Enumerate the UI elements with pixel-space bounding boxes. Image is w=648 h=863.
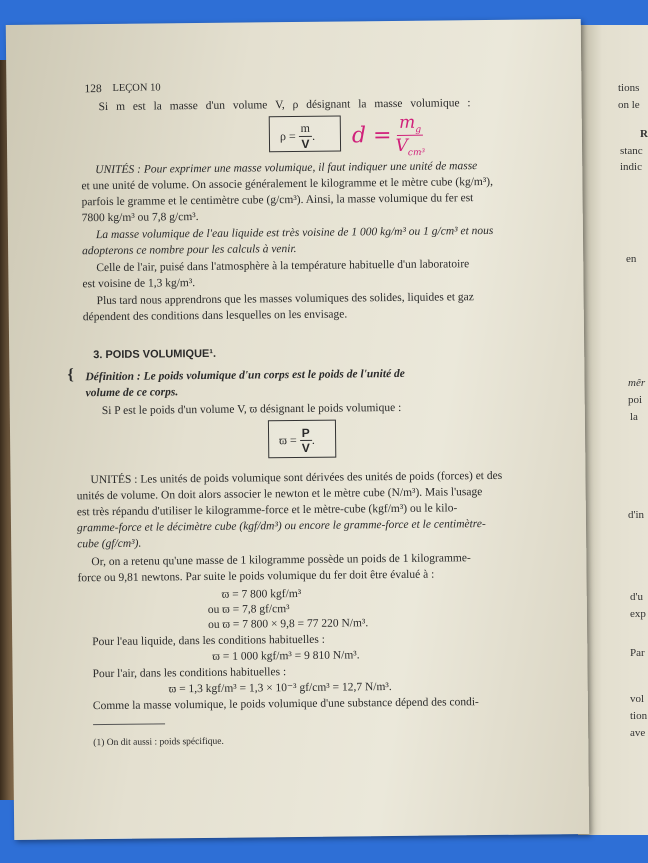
next-page-word: on le	[618, 99, 640, 111]
definition-line: Définition : Le poids volumique d'un corps est le poids de l'unité de	[85, 367, 405, 384]
next-page-word: d'u	[630, 591, 643, 603]
water-line: La masse volumique de l'eau liquide est très voisine de 1 000 kg/m³ ou 1 g/cm³ et nous	[95, 224, 494, 242]
formula-lhs: ϖ =	[279, 433, 297, 448]
handwritten-num-sub: g	[415, 125, 422, 136]
water2-line: Pour l'eau liquide, dans les conditions habituelles :	[92, 633, 325, 649]
iron-equation: ou ϖ = 7 800 × 9,8 = 77 220 N/m³.	[207, 617, 369, 631]
next-page-word: vol	[630, 693, 645, 705]
later-line: dépendent des conditions dans lesquelles on les envisage.	[82, 308, 348, 324]
handwritten-den-sub: cm³	[407, 148, 426, 159]
intro-line: Si m est la masse d'un volume V, ρ désignant la masse volumique :	[98, 97, 471, 114]
definition-line: volume de ce corps.	[85, 386, 179, 400]
units1-line: parfois le gramme et le centimètre cube (g/cm³). Ainsi, la masse volumique du fer est	[81, 192, 474, 209]
next-page-word: Par	[630, 647, 645, 659]
formula-box-density	[269, 116, 341, 153]
next-page-word: R	[640, 128, 648, 140]
next-page-word: ave	[630, 727, 646, 739]
iron-equation: ou ϖ = 7,8 gf/cm³	[207, 603, 290, 616]
units1-line: UNITÉS : Pour exprimer une masse volumique, il faut indiquer une unité de masse	[95, 160, 478, 177]
iron-equation: ϖ = 7 800 kgf/m³	[221, 587, 302, 601]
units2-line: UNITÉS : Les unités de poids volumique sont dérivées des unités de poids (forces) et des	[90, 469, 503, 487]
formula-dot: .	[311, 432, 315, 447]
next-page-word: indic	[620, 161, 642, 173]
handwritten-lhs: d =	[351, 123, 392, 149]
water-equation: ϖ = 1 000 kgf/m³ = 9 810 N/m³.	[212, 649, 360, 663]
book-page	[6, 19, 590, 840]
lesson-header: LEÇON 10	[112, 82, 161, 94]
formula-box-weight	[268, 420, 336, 459]
air2-line: Pour l'air, dans les conditions habituelles :	[92, 666, 287, 681]
page-number: 128	[84, 83, 102, 96]
units2-line: cube (gf/cm³).	[77, 537, 142, 551]
bracket-icon: {	[67, 366, 74, 384]
footnote: (1) On dit aussi : poids spécifique.	[93, 736, 224, 749]
air-line: Celle de l'air, puisé dans l'atmosphère à la température habituelle d'un laboratoire	[96, 258, 470, 275]
next-page-word: mêr	[628, 377, 646, 389]
retained-line: Or, on a retenu qu'une masse de 1 kilogramme possède un poids de 1 kilogramme-	[91, 552, 471, 569]
next-page-word: poi	[628, 394, 643, 406]
section-title: 3. POIDS VOLUMIQUE¹.	[93, 347, 217, 362]
air-equation: ϖ = 1,3 kgf/m³ = 1,3 × 10⁻³ gf/cm³ = 12,7 N/m³.	[168, 681, 392, 696]
handwritten-num: m	[398, 112, 416, 133]
units2-line: unités de volume. On doit alors associer le newton et le mètre cube (N/m³). Mais l'usage	[76, 486, 483, 503]
next-page-word: la	[630, 411, 638, 423]
handwritten-annotation	[352, 113, 425, 160]
next-page-word: stanc	[620, 145, 643, 157]
later-line: Plus tard nous apprendrons que les masses volumiques des solides, liquides et gaz	[96, 291, 474, 308]
formula-denominator: V	[301, 440, 310, 455]
next-page-word: tion	[630, 710, 648, 722]
formula-lhs: ρ =	[279, 128, 296, 143]
next-page-word: tions	[618, 82, 640, 94]
units2-line: est très répandu d'utiliser le kilogramme-force et le mètre-cube (kgf/m³) ou le kilo-	[76, 502, 458, 519]
intro2-line: Si P est le poids d'un volume V, ϖ désignant le poids volumique :	[101, 401, 402, 418]
air-line: est voisine de 1,3 kg/m³.	[82, 277, 196, 291]
units1-line: 7800 kg/m³ ou 7,8 g/cm³.	[81, 211, 199, 225]
formula-denominator: V	[301, 136, 310, 151]
retained-line: force ou 9,81 newtons. Par suite le poids volumique du fer doit être évalué à :	[77, 568, 435, 585]
next-page-word: exp	[630, 608, 646, 620]
units2-line: gramme-force et le décimètre cube (kgf/dm³) ou encore le gramme-force et le centimètre-	[76, 518, 486, 535]
formula-numerator: m	[299, 121, 313, 137]
units1-line: et une unité de volume. On associe généralement le kilogramme et le mètre cube (kg/m³),	[81, 175, 494, 193]
footnote-divider	[93, 723, 165, 725]
formula-numerator: P	[300, 426, 312, 441]
water-line: adopterons ce nombre pour les calculs à venir.	[82, 243, 297, 258]
next-page-edge	[578, 25, 648, 835]
last-line: Comme la masse volumique, le poids volumique d'une substance dépend des condi-	[92, 696, 479, 713]
handwritten-den: V	[395, 136, 408, 157]
next-page-word: d'in	[628, 509, 645, 521]
next-page-word: en	[626, 253, 637, 265]
formula-dot: .	[311, 128, 316, 143]
